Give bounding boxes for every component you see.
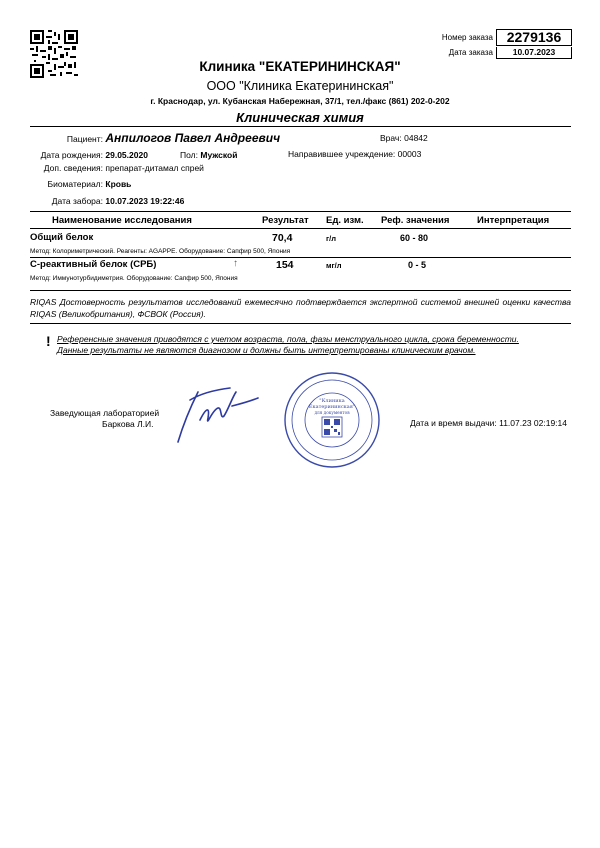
- test-ref: 0 - 5: [408, 260, 427, 270]
- doctor-value: 04842: [404, 133, 428, 143]
- order-number-label: Номер заказа: [441, 33, 493, 42]
- extra-field: [30, 163, 204, 173]
- order-number: 2279136: [496, 29, 572, 46]
- referral-value: 00003: [397, 149, 422, 159]
- doctor-label: Врач:: [380, 133, 402, 143]
- divider: [30, 290, 571, 291]
- patient-name: Анпилогов Павел Андреевич: [105, 131, 281, 145]
- sample-field: [30, 196, 184, 206]
- dob-label: Дата рождения:: [40, 150, 103, 160]
- clinic-stamp: [282, 370, 382, 470]
- test-name: С-реактивный белок (СРБ): [30, 259, 157, 270]
- sex-field: [180, 150, 237, 160]
- divider: [30, 211, 571, 212]
- clinic-org: ООО "Клиника Екатерининская": [206, 79, 394, 93]
- bio-field: [30, 179, 131, 189]
- clinic-name: Клиника "ЕКАТЕРИНИНСКАЯ": [199, 59, 401, 74]
- test-ref: 60 - 80: [400, 233, 429, 243]
- divider: [30, 126, 571, 127]
- bio-label: Биоматериал:: [47, 179, 103, 189]
- head-of-lab-label: Заведующая лабораторией: [50, 408, 160, 418]
- patient-field: [30, 131, 280, 145]
- notes: [57, 334, 519, 356]
- divider: [30, 257, 571, 258]
- test-result: 70,4: [272, 232, 293, 244]
- order-date-label: Дата заказа: [448, 48, 493, 57]
- svg-text:Екатерининская": Екатерининская": [308, 404, 356, 410]
- dob-field: [30, 150, 148, 160]
- divider: [30, 228, 571, 229]
- sample-label: Дата забора:: [51, 196, 103, 206]
- col-header-name: Наименование исследования: [52, 215, 192, 226]
- col-header-result: Результат: [262, 215, 309, 226]
- high-flag-icon: ↑: [233, 258, 238, 269]
- test-method: Метод: Колориметрический. Реагенты: AGAPPE. Оборудование: Сапфир 500, Япония: [30, 248, 291, 255]
- warning-icon: !: [46, 333, 51, 349]
- test-method: Метод: Иммунотурбидиметрия. Оборудование: Сапфир 500, Япония: [30, 275, 238, 282]
- svg-text:для документов: для документов: [314, 410, 350, 415]
- test-unit: мг/л: [326, 261, 342, 270]
- doctor-field: [380, 133, 428, 143]
- head-of-lab-name: Баркова Л.И.: [102, 419, 154, 429]
- sex-label: Пол:: [180, 150, 198, 160]
- issue-datetime: Дата и время выдачи: 11.07.23 02:19:14: [410, 418, 568, 428]
- clinic-address: г. Краснодар, ул. Кубанская Набережная, 37/1, тел./факс (861) 202-0-202: [150, 96, 450, 106]
- svg-text:"Клиника: "Клиника: [319, 398, 345, 404]
- note-line: Референсные значения приводятся с учетом возраста, пола, фазы менструального цикла, срока беременности.: [57, 334, 519, 344]
- order-date: 10.07.2023: [496, 47, 572, 59]
- dob-value: 29.05.2020: [105, 150, 148, 160]
- extra-label: Доп. сведения:: [43, 163, 103, 173]
- referral-field: [288, 149, 421, 159]
- col-header-unit: Ед. изм.: [326, 215, 364, 226]
- riqas-note: RIQAS Достоверность результатов исследований ежемесячно подтверждается экспертной системой внешней оценки качества RIQAS (Великобритания), ФСВОК (Россия).: [30, 297, 571, 319]
- test-unit: г/л: [326, 234, 336, 243]
- section-title: Клиническая химия: [236, 110, 364, 125]
- bio-value: Кровь: [105, 179, 132, 189]
- note-line: Данные результаты не являются диагнозом и должны быть интерпретированы клиническим врачом.: [57, 345, 476, 355]
- test-result: 154: [276, 259, 294, 271]
- divider: [30, 323, 571, 324]
- order-info: [430, 30, 572, 60]
- sample-value: 10.07.2023 19:22:46: [105, 196, 185, 206]
- col-header-interp: Интерпретация: [477, 215, 550, 226]
- signature-icon: [170, 380, 265, 450]
- extra-value: препарат-дитамал спрей: [105, 163, 204, 173]
- referral-label: Направившее учреждение:: [288, 149, 396, 159]
- sex-value: Мужской: [200, 150, 238, 160]
- patient-label: Пациент:: [66, 134, 103, 144]
- col-header-ref: Реф. значения: [381, 215, 450, 226]
- test-name: Общий белок: [30, 232, 94, 243]
